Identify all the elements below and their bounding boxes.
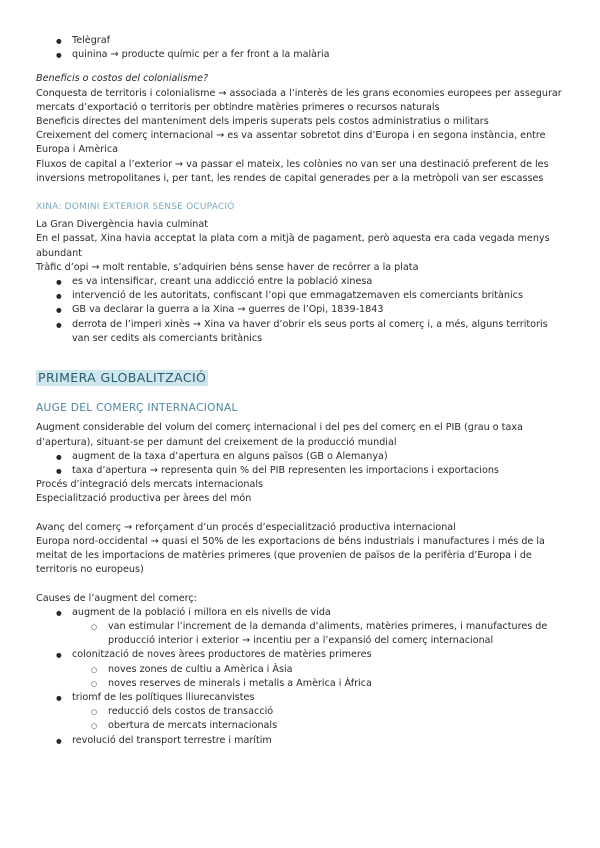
list-item: ● derrota de l’imperi xinès → Xina va haver d’obrir els seus ports al comerç i, a més, alguns territoris van ser cedits als comerciants britànics [36, 318, 566, 346]
causes-heading: Causes de l’augment del comerç: [36, 592, 197, 604]
paragraph-line: Creixement del comerç internacional → es va assentar sobretot dins d’Europa i en segona instància, entre Europa i Amèrica [36, 130, 546, 156]
paragraph-line: Augment considerable del volum del comerç internacional i del pes del comerç en el PIB (grau o taxa d’apertura), situant-se per damunt del creixement de la producció mundial [36, 422, 523, 448]
sub-list-item: ○ van estimular l’increment de la demanda d’aliments, matèries primeres, i manufactures de producció interior i exterior → incentiu per a l’expansió del comerç internacional [36, 620, 566, 648]
paragraph-line: Fluxos de capital a l’exterior → va passar el mateix, les colònies no van ser una destinació preferent de les inversions metropolitanes i, per tant, les rendes de capital generades per a la metròpoli van ser escasses [36, 158, 549, 184]
opium-list [36, 275, 566, 346]
list-item: ● taxa d’apertura → representa quin % del PIB representen les importacions i exportacions [36, 464, 566, 478]
paragraph-line: La Gran Divergència havia culminat [36, 219, 208, 231]
paragraph-line: Tràfic d’opi → molt rentable, s’adquirien béns sense haver de recórrer a la plata [36, 261, 419, 273]
list-item: ● quinina → producte químic per a fer front a la malària [36, 48, 566, 62]
paragraph-line: En el passat, Xina havia acceptat la plata com a mitjà de pagament, però aquesta era cada vegada menys abundant [36, 233, 550, 259]
list-item: ● Telègraf [36, 34, 566, 48]
sub-list-item: ○ noves reserves de minerals i metalls a Amèrica i Àfrica [36, 677, 566, 691]
list-item: ● es va intensificar, creant una addicció entre la població xinesa [36, 275, 566, 289]
list-item: ● triomf de les polítiques lliurecanvistes [36, 691, 566, 705]
sub-list-item: ○ noves zones de cultiu a Amèrica i Àsia [36, 663, 566, 677]
paragraph-line: Europa nord-occidental → quasi el 50% de les exportacions de béns industrials i manufactures i més de la meitat de les importacions de matèries primeres (que provenien de països de la perifèria d’Europa i de territoris no europeus) [36, 535, 545, 576]
list-item: ● revolució del transport terrestre i marítim [36, 734, 566, 748]
paragraph-line: Especialització productiva per àrees del món [36, 493, 252, 505]
section-title-primera-globalitzacio: PRIMERA GLOBALITZACIÓ [38, 370, 207, 386]
list-item: ● GB va declarar la guerra a la Xina → guerres de l’Opi, 1839-1843 [36, 303, 566, 317]
paragraph-line: Beneficis directes del manteniment dels imperis superats pels costos administratius o militars [36, 116, 489, 128]
intro-list [36, 34, 566, 62]
list-item: ● augment de la població i millora en els nivells de vida [36, 606, 566, 620]
causes-list [36, 606, 566, 748]
subsection-heading-auge-comerc: AUGE DEL COMERÇ INTERNACIONAL [36, 402, 238, 415]
paragraph-line: Avanç del comerç → reforçament d’un procés d’especialització productiva internacional [36, 521, 456, 533]
list-item: ● intervenció de les autoritats, confiscant l’opi que emmagatzemaven els comerciants britànics [36, 289, 566, 303]
paragraph-line: Conquesta de territoris i colonialisme → associada a l’interès de les grans economies europees per assegurar mercats d’exportació o territoris per obtindre matèries primeres o recursos naturals [36, 87, 562, 113]
list-item: ● colonització de noves àrees productores de matèries primeres [36, 648, 566, 662]
section-heading-xina: XINA: DOMINI EXTERIOR SENSE OCUPACIÓ [36, 202, 235, 213]
colonialism-heading: Beneficis o costos del colonialisme? [36, 73, 209, 85]
list-item: ● augment de la taxa d’apertura en alguns països (GB o Alemanya) [36, 450, 566, 464]
sub-list-item: ○ reducció dels costos de transacció [36, 705, 566, 719]
sub-list-item: ○ obertura de mercats internacionals [36, 719, 566, 733]
apertura-list [36, 450, 566, 478]
paragraph-line: Procés d’integració dels mercats internacionals [36, 479, 263, 491]
